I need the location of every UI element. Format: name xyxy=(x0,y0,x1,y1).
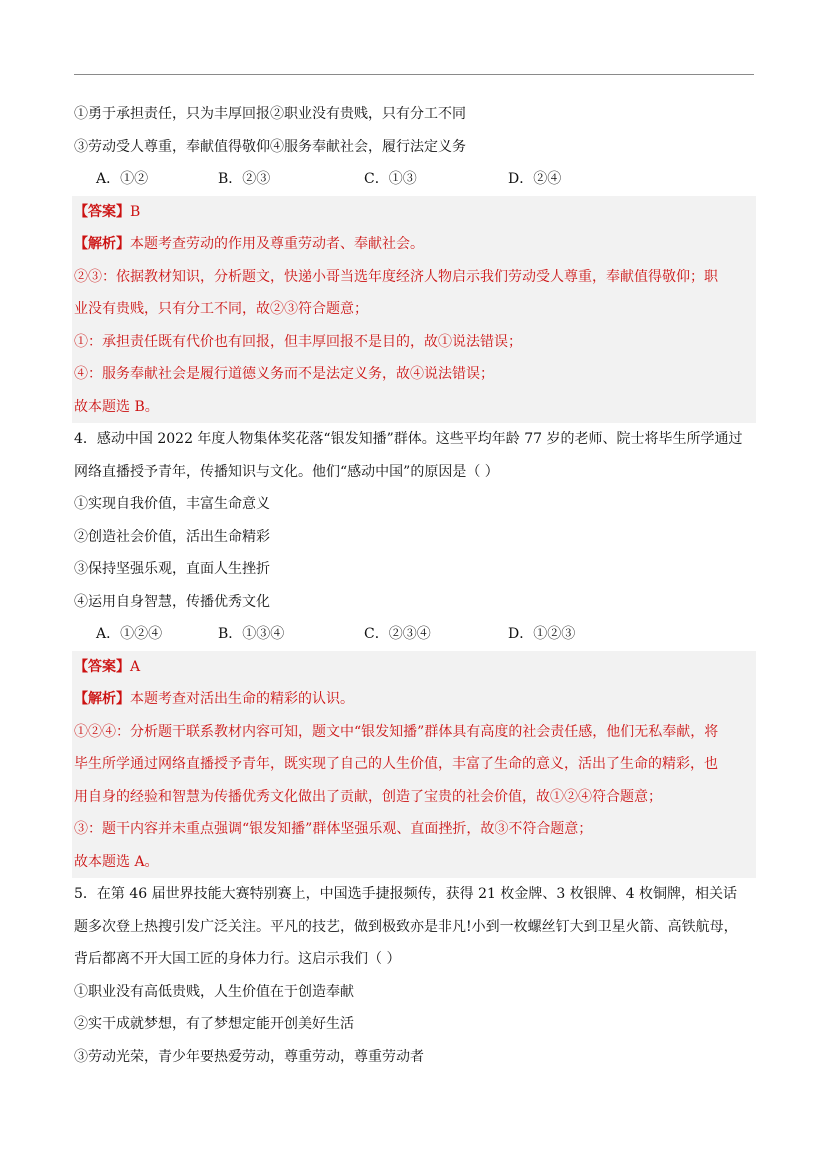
answer-value: A xyxy=(130,658,141,675)
q3-answer-box xyxy=(72,196,756,424)
analysis-tag: 【解析】 xyxy=(74,691,130,707)
q4-option-a: A．①②④ xyxy=(96,626,163,642)
q4-stem: 4．感动中国 2022 年度人物集体奖花落“银发知播”群体。这些平均年龄 77 岁的老师、院士将毕生所学通过 xyxy=(74,431,743,447)
analysis-text: ①：承担责任既有代价也有回报，但丰厚回报不是目的，故①说法错误； xyxy=(74,333,522,350)
q3-answer-line xyxy=(74,196,756,229)
q4-options xyxy=(74,618,754,651)
q4-answer-box xyxy=(72,651,756,879)
analysis-intro: 本题考查对活出生命的精彩的认识。 xyxy=(130,691,354,707)
analysis-text: ①②④：分析题干联系教材内容可知，题文中“银发知播”群体具有高度的社会责任感，他们无私奉献，将 xyxy=(74,723,719,740)
analysis-text: 业没有贵贱，只有分工不同，故②③符合题意； xyxy=(74,301,368,317)
answer-value: B xyxy=(130,203,141,220)
analysis-text: ②③：依据教材知识，分析题文，快递小哥当选年度经济人物启示我们劳动受人尊重，奉献值得敬仰；职 xyxy=(74,268,718,285)
q3-option-c: C．①③ xyxy=(364,171,417,187)
q4-statement: ③保持坚强乐观，直面人生挫折 xyxy=(74,561,270,577)
header-rule xyxy=(74,74,754,75)
q5-statement: ③劳动光荣，青少年要热爱劳动，尊重劳动，尊重劳动者 xyxy=(74,1048,424,1065)
q5-stem: 5．在第 46 届世界技能大赛特别赛上，中国选手捷报频传，获得 21 枚金牌、3 枚银牌、4 枚铜牌，相关话 xyxy=(74,886,738,902)
document-body xyxy=(74,98,754,1073)
q4-answer-line xyxy=(74,651,756,684)
conclusion: 故本题选 A。 xyxy=(74,853,159,870)
conclusion: 故本题选 B。 xyxy=(74,398,159,415)
answer-tag: 【答案】 xyxy=(74,658,130,675)
q3-options xyxy=(74,163,754,196)
q3-option-b: B．②③ xyxy=(218,171,271,187)
q4-statement: ④运用自身智慧，传播优秀文化 xyxy=(74,593,270,610)
analysis-text: 毕生所学通过网络直播授予青年，既实现了自己的人生价值，丰富了生命的意义，活出了生命的精彩，也 xyxy=(74,756,718,772)
q3-option-d: D．②④ xyxy=(508,171,562,187)
analysis-text: 用自身的经验和智慧为传播优秀文化做出了贡献，创造了宝贵的社会价值，故①②④符合题意； xyxy=(74,788,662,805)
q3-option-a: A．①② xyxy=(96,171,149,187)
q3-statement: ①勇于承担责任，只为丰厚回报②职业没有贵贱，只有分工不同 xyxy=(74,106,466,122)
q5-stem: 题多次登上热搜引发广泛关注。平凡的技艺，做到极致亦是非凡!小到一枚螺丝钉大到卫星火箭、高铁航母， xyxy=(74,918,738,935)
q5-stem: 背后都离不开大国工匠的身体力行。这启示我们（ ） xyxy=(74,951,401,967)
q4-statement: ②创造社会价值，活出生命精彩 xyxy=(74,528,270,545)
analysis-text: ③：题干内容并未重点强调“银发知播”群体坚强乐观、直面挫折，故③不符合题意； xyxy=(74,821,593,837)
q5-statement: ①职业没有高低贵贱，人生价值在于创造奉献 xyxy=(74,983,354,1000)
q4-option-b: B．①③④ xyxy=(218,626,285,642)
q5-statement: ②实干成就梦想，有了梦想定能开创美好生活 xyxy=(74,1016,354,1032)
q4-analysis-line xyxy=(74,683,756,716)
q4-statement: ①实现自我价值，丰富生命意义 xyxy=(74,496,270,512)
q4-option-c: C．②③④ xyxy=(364,626,431,642)
answer-tag: 【答案】 xyxy=(74,203,130,220)
analysis-tag: 【解析】 xyxy=(74,236,130,252)
q4-option-d: D．①②③ xyxy=(508,626,576,642)
q3-analysis-line xyxy=(74,228,756,261)
analysis-text: ④：服务奉献社会是履行道德义务而不是法定义务，故④说法错误； xyxy=(74,366,494,382)
q3-statement: ③劳动受人尊重，奉献值得敬仰④服务奉献社会，履行法定义务 xyxy=(74,138,466,155)
analysis-intro: 本题考查劳动的作用及尊重劳动者、奉献社会。 xyxy=(130,236,424,252)
q4-stem: 网络直播授予青年，传播知识与文化。他们“感动中国”的原因是（ ） xyxy=(74,463,499,480)
